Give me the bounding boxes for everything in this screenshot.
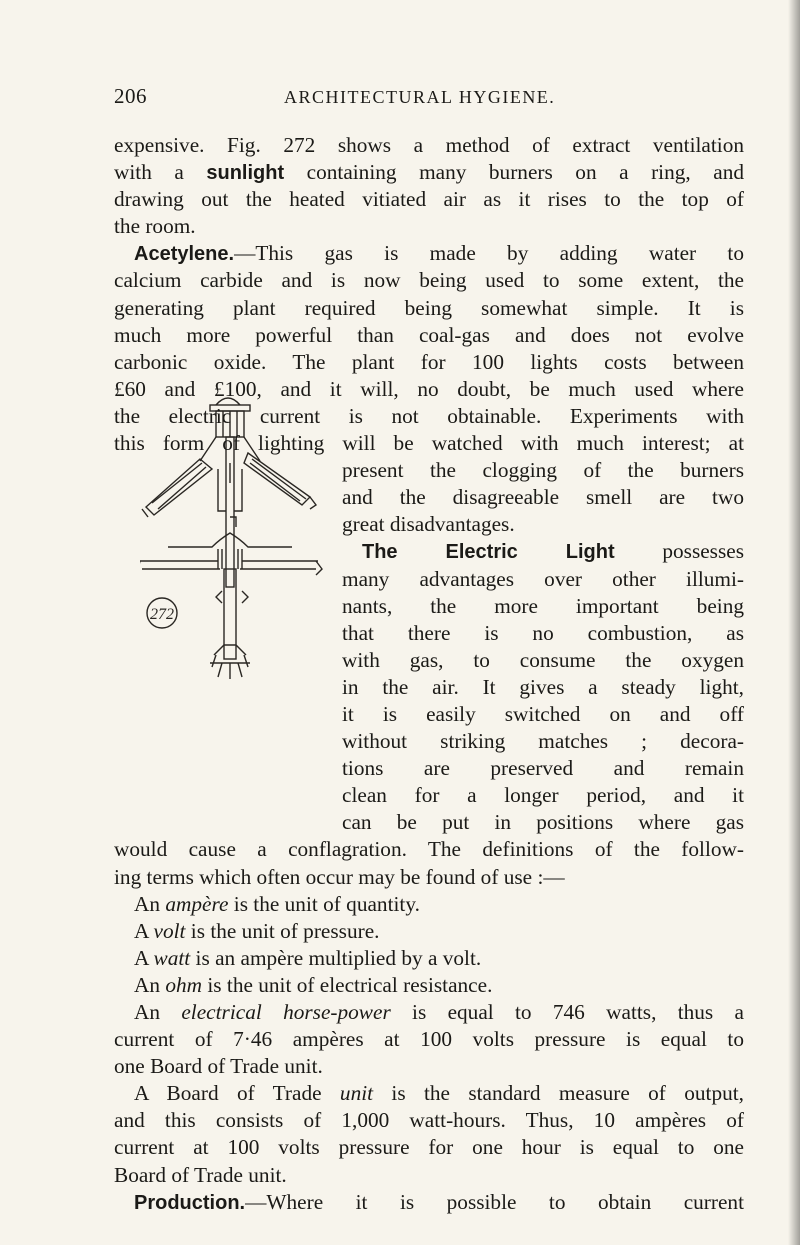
text-line: the room. [114, 214, 196, 239]
text-line: that there is no combustion, as [342, 620, 744, 645]
definition-line: An electrical horse-power is equal to 746 watts, thus a [134, 1000, 744, 1024]
text-line: The Electric Light possesses [362, 539, 744, 564]
text-line: calcium carbide and is now being used to some extent, the [114, 268, 744, 293]
text-line: and the disagreeable smell are two [342, 485, 744, 510]
term-sunlight: sunlight [206, 162, 285, 185]
text-line: tions are preserved and remain [342, 756, 744, 781]
text-line: one Board of Trade unit. [114, 1054, 323, 1079]
page-number: 206 [114, 84, 147, 108]
text-line: generating plant required being somewhat simple. It is [114, 295, 744, 320]
text-line: great disadvantages. [342, 512, 515, 537]
definition-line: A volt is the unit of pressure. [134, 918, 380, 943]
text-line: and this consists of 1,000 watt-hours. Thus, 10 ampères of [114, 1108, 744, 1133]
text-line: ing terms which often occur may be found of use :— [114, 864, 565, 889]
text-line: can be put in positions where gas [342, 810, 744, 835]
text-line: it is easily switched on and off [342, 701, 744, 726]
text-line: drawing out the heated vitiated air as it rises to the top of [114, 187, 744, 212]
text-line: much more powerful than coal-gas and does not evolve [114, 322, 744, 347]
term-ampere: ampère [165, 891, 229, 916]
text-line: Acetylene.—This gas is made by adding water to [134, 241, 744, 266]
text-line: clean for a longer period, and it [342, 783, 744, 808]
term-electrical-horse-power: electrical horse-power [181, 1000, 391, 1024]
definition-line: An ohm is the unit of electrical resistance. [134, 972, 493, 997]
text-line: in the air. It gives a steady light, [342, 674, 744, 699]
term-unit: unit [339, 1081, 374, 1106]
body-text [114, 132, 744, 1216]
text-line: current of 7·46 ampères at 100 volts pressure is equal to [114, 1027, 744, 1052]
heading-production: Production. [134, 1191, 246, 1214]
running-head: ARCHITECTURAL HYGIENE. [284, 87, 556, 107]
text-line: current at 100 volts pressure for one hour is equal to one [114, 1135, 744, 1160]
definition-line: A Board of Trade unit is the standard measure of output, [134, 1081, 744, 1106]
term-volt: volt [153, 918, 186, 943]
text-line: with a sunlight containing many burners on a ring, and [114, 160, 744, 185]
heading-electric-light: The Electric Light [362, 541, 615, 564]
page-header [114, 84, 734, 114]
definition-line: An ampère is the unit of quantity. [134, 891, 420, 916]
text-line: present the clogging of the burners [342, 458, 744, 483]
text-line: would cause a conflagration. The definitions of the follow- [114, 837, 744, 862]
text-line: expensive. Fig. 272 shows a method of extract ventilation [114, 133, 744, 157]
text-line: the electric current is not obtainable. Experiments with [114, 403, 744, 428]
text-line: Production.—Where it is possible to obtain current [134, 1189, 744, 1214]
text-line: £60 and £100, and it will, no doubt, be much used where [114, 376, 744, 401]
term-ohm: ohm [165, 972, 203, 997]
heading-acetylene: Acetylene. [134, 243, 235, 266]
text-line: this form of lighting will be watched with much interest; at [114, 431, 744, 456]
text-line: carbonic oxide. The plant for 100 lights costs between [114, 349, 744, 374]
text-line: with gas, to consume the oxygen [342, 647, 744, 672]
text-line: Board of Trade unit. [114, 1162, 287, 1187]
text-line: nants, the more important being [342, 593, 744, 618]
page-edge-shadow [788, 0, 800, 1245]
text-line: many advantages over other illumi- [342, 566, 744, 591]
figure-label: 272 [150, 606, 174, 623]
text-line: without striking matches ; decora- [342, 729, 744, 754]
term-watt: watt [153, 945, 191, 970]
definition-line: A watt is an ampère multiplied by a volt. [134, 945, 482, 970]
